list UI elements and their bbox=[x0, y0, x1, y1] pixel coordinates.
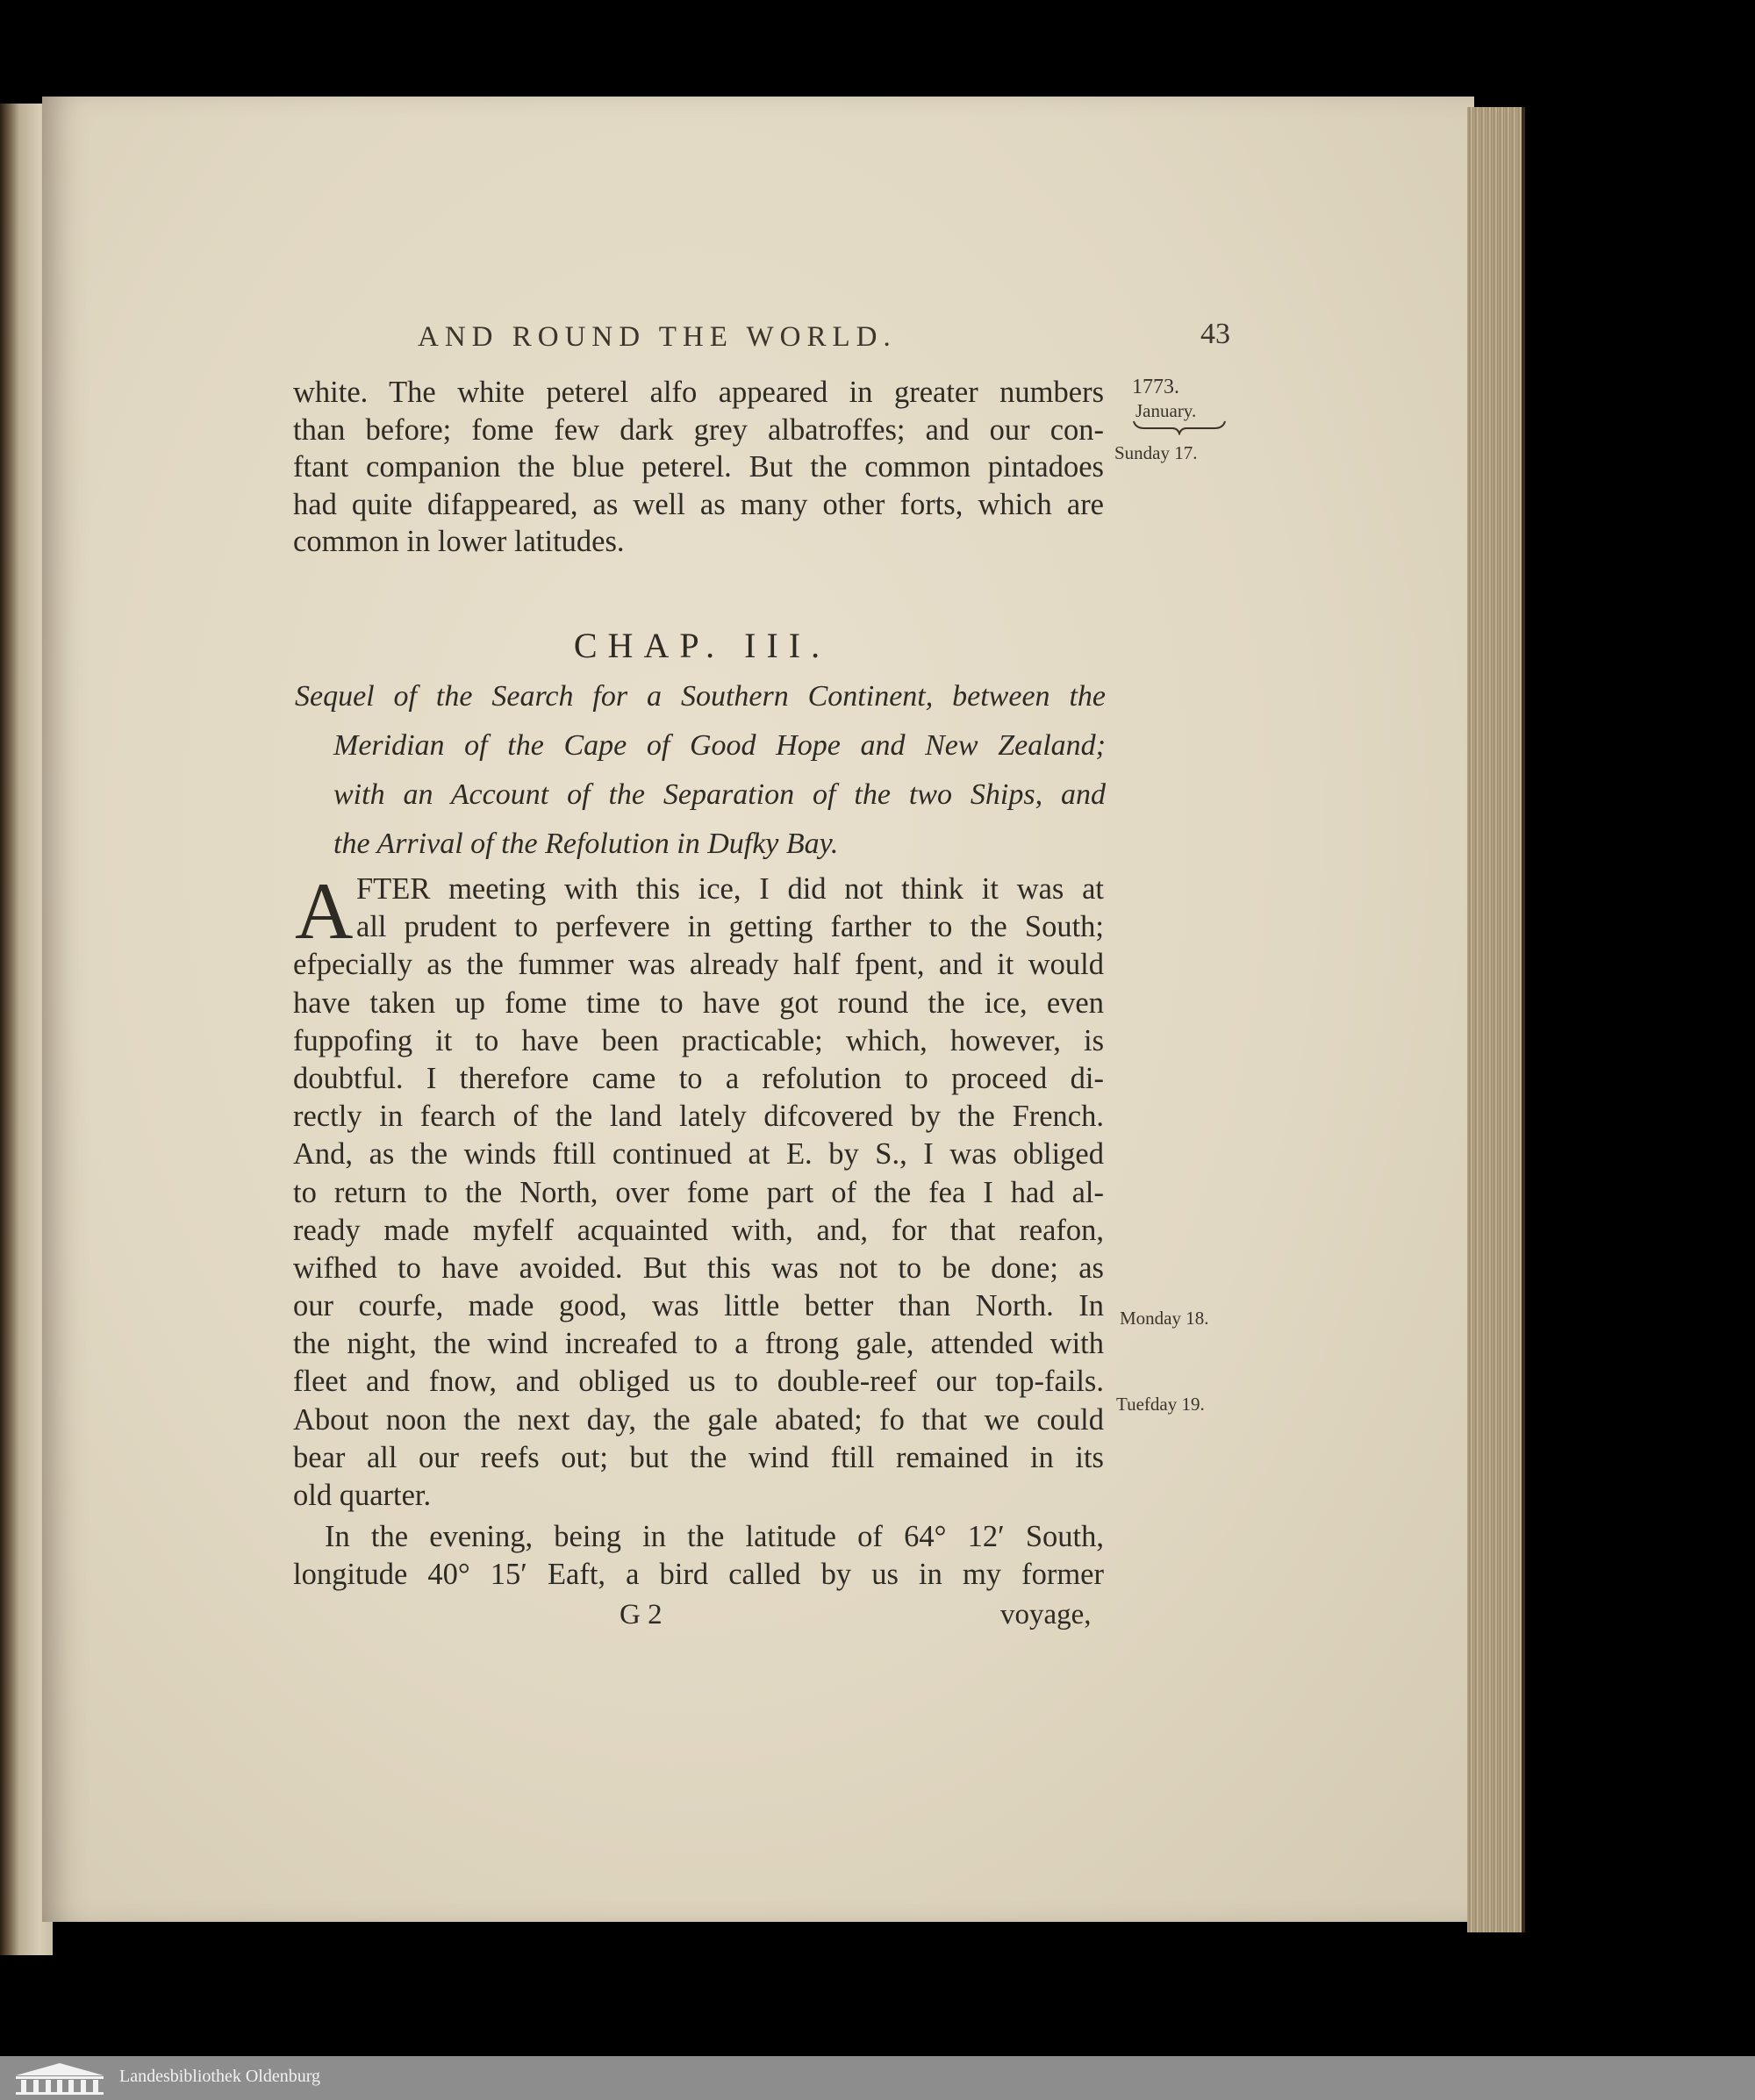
chapter-heading: CHAP. III. bbox=[573, 626, 831, 665]
subtitle-line: Meridian of the Cape of Good Hope and New Zealand; bbox=[333, 729, 1106, 762]
text-line: common in lower latitudes. bbox=[293, 525, 625, 559]
library-footer-bar bbox=[0, 2056, 1755, 2100]
text-line: FTER meeting with this ice, I did not think it was at bbox=[356, 872, 1104, 906]
text-line: our courfe, made good, was little better than North. In bbox=[293, 1289, 1104, 1323]
text-line: ready made myfelf acquainted with, and, for that reafon, bbox=[293, 1213, 1104, 1247]
text-line: white. The white peterel alfo appeared in greater numbers bbox=[293, 376, 1104, 409]
text-line: And, as the winds ftill continued at E. by S., I was obliged bbox=[293, 1137, 1104, 1172]
subtitle-line: the Arrival of the Refolution in Dufky Bay. bbox=[333, 828, 839, 860]
library-building-icon bbox=[12, 2061, 107, 2095]
text-line: doubtful. I therefore came to a refolution to proceed di- bbox=[293, 1061, 1104, 1095]
text-line: to return to the North, over fome part of the fea I had al- bbox=[293, 1175, 1104, 1209]
margin-brace-icon bbox=[1132, 418, 1227, 435]
text-line: have taken up fome time to have got round the ice, even bbox=[293, 985, 1104, 1020]
main-paragraph bbox=[293, 866, 1104, 1515]
text-line: About noon the next day, the gale abated; fo that we could bbox=[293, 1402, 1104, 1437]
text-line: than before; fome few dark grey albatroffes; and our con- bbox=[293, 412, 1104, 447]
text-line: old quarter. bbox=[293, 1479, 432, 1512]
text-line: ftant companion the blue peterel. But the common pintadoes bbox=[293, 450, 1104, 484]
text-line: wifhed to have avoided. But this was not to be done; as bbox=[293, 1251, 1104, 1285]
text-line: had quite difappeared, as well as many other forts, which are bbox=[293, 487, 1104, 521]
margin-year: 1773. bbox=[1132, 376, 1179, 398]
margin-tuesday: Tuefday 19. bbox=[1116, 1394, 1205, 1415]
text-line: rectly in fearch of the land lately difcovered by the French. bbox=[293, 1100, 1104, 1134]
page-number: 43 bbox=[1200, 318, 1230, 350]
subtitle-line: with an Account of the Separation of the two Ships, and bbox=[333, 778, 1106, 811]
text-line: longitude 40° 15′ Eaft, a bird called by us in my former bbox=[293, 1557, 1104, 1591]
margin-monday: Monday 18. bbox=[1120, 1308, 1209, 1329]
second-paragraph bbox=[293, 1518, 1104, 1593]
margin-sunday: Sunday 17. bbox=[1114, 442, 1198, 463]
chapter-subtitle bbox=[295, 672, 1106, 869]
opening-paragraph bbox=[293, 374, 1104, 561]
drop-cap: A bbox=[295, 866, 354, 956]
text-line: bear all our reefs out; but the wind ftill remained in its bbox=[293, 1440, 1104, 1474]
text-line: fleet and fnow, and obliged us to double-reef our top-fails. bbox=[293, 1365, 1104, 1399]
text-line: In the evening, being in the latitude of 64° 12′ South, bbox=[325, 1520, 1104, 1553]
text-line: efpecially as the fummer was already half fpent, and it would bbox=[293, 948, 1104, 982]
text-line: fuppofing it to have been practicable; which, however, is bbox=[293, 1023, 1104, 1057]
library-name: Landesbibliothek Oldenburg bbox=[119, 2067, 321, 2086]
running-head: AND ROUND THE WORLD. bbox=[418, 321, 897, 353]
book-page-edges bbox=[1467, 107, 1525, 1932]
subtitle-line: Sequel of the Search for a Southern Continent, between the bbox=[295, 680, 1106, 713]
signature-mark: G 2 bbox=[620, 1599, 663, 1631]
text-line: all prudent to perfevere in getting farther to the South; bbox=[356, 910, 1104, 944]
catchword: voyage, bbox=[1000, 1599, 1092, 1631]
text-line: the night, the wind increafed to a ftrong gale, attended with bbox=[293, 1327, 1104, 1361]
margin-month: January. bbox=[1135, 400, 1197, 421]
